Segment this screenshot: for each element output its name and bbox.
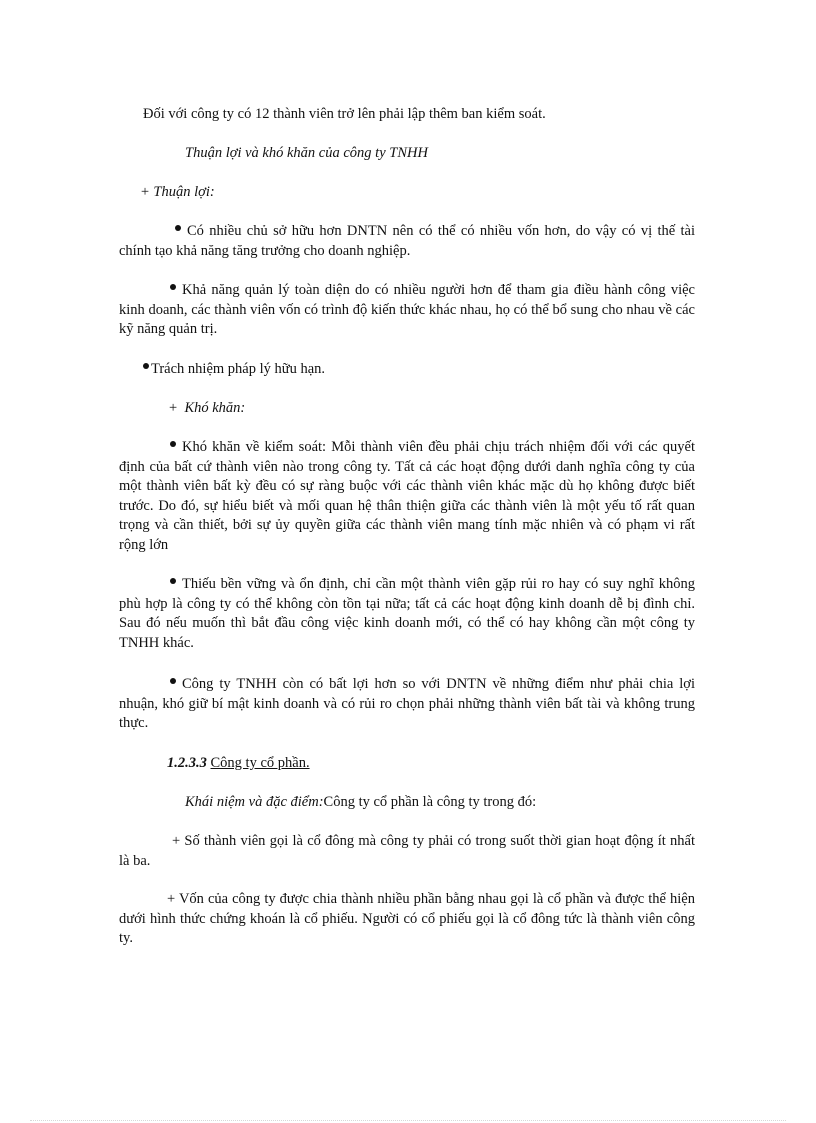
difficulties-label-line [169,399,245,417]
difficulty-text: Công ty TNHH còn có bất lợi hơn so với DNTN về những điểm như phải chia lợi nhuận, khó giữ bí mật kinh doanh và có rủi ro chọn phải những thành viên bất tài và không trung thực. [119,676,695,731]
difficulty-text: Thiếu bền vững và ổn định, chỉ cần một thành viên gặp rủi ro hay có suy nghĩ không phù hợp là công ty có thể không còn tồn tại nữa; tất cả các hoạt động kinh doanh dễ bị đình chỉ. Sau đó nếu muốn thì bắt đầu công việc kinh doanh mới, có thể có hay không cần một công ty TNHH khác. [119,576,695,651]
advantage-item [143,360,325,378]
intro-line: Đối với công ty có 12 thành viên trở lên phải lập thêm ban kiểm soát. [143,106,546,122]
bullet-icon [175,225,181,231]
advantage-text: Có nhiều chủ sở hữu hơn DNTN nên có thể có nhiều vốn hơn, do vậy có vị thế tài chính tạo khả năng tăng trưởng cho doanh nghiệp. [119,223,695,259]
subsection-title: Công ty cổ phần. [210,755,310,771]
plus-sign: + [169,400,178,416]
concept-label: Khái niệm và đặc điểm: [185,794,324,810]
point-item: + Số thành viên gọi là cổ đông mà công ty phải có trong suốt thời gian hoạt động ít nhất là ba. [119,833,695,869]
concept-line [185,793,536,811]
page-bottom-divider [30,1120,786,1121]
difficulty-item [119,575,695,653]
advantage-item [119,281,695,340]
bullet-icon [143,363,149,369]
subsection-number: 1.2.3.3 [167,755,207,771]
difficulties-label: Khó khăn: [184,400,246,416]
section-heading: Thuận lợi và khó khăn của công ty TNHH [185,145,428,161]
bullet-icon [170,284,176,290]
point-item: + Vốn của công ty được chia thành nhiều phần bằng nhau gọi là cổ phần và được thể hiện dưới hình thức chứng khoán là cổ phiếu. Người có cổ phiếu gọi là cổ đông tức là thành viên công ty. [119,891,695,946]
advantage-text: Trách nhiệm pháp lý hữu hạn. [151,361,326,377]
advantage-item [119,222,695,261]
difficulty-text: Khó khăn về kiểm soát: Mỗi thành viên đều phải chịu trách nhiệm đối với các quyết định của bất cứ thành viên nào trong công ty. Tất cả các hoạt động dưới danh nghĩa công ty của một thành viên bất kỳ đều có sự ràng buộc với các thành viên khác mặc dù họ không được biết trước. Do đó, sự hiểu biết và mối quan hệ thân thiện giữa các thành viên là một yếu tố rất quan trọng và cần thiết, bởi sự ủy quyền giữa các thành viên mang tính mặc nhiên và có phạm vi rất rộng lớn [119,439,695,553]
concept-text: Công ty cổ phần là công ty trong đó: [323,794,537,810]
difficulty-item [119,438,695,556]
bullet-icon [170,678,176,684]
advantages-label: + Thuận lợi: [140,184,215,200]
advantage-text: Khả năng quản lý toàn diện do có nhiều người hơn để tham gia điều hành công việc kinh doanh, các thành viên vốn có trình độ kiến thức khác nhau, họ có thể bổ sung cho nhau về các kỹ năng quản trị. [119,282,695,337]
subsection-heading [167,754,310,772]
bullet-icon [170,441,176,447]
bullet-icon [170,578,176,584]
difficulty-item [119,675,695,734]
